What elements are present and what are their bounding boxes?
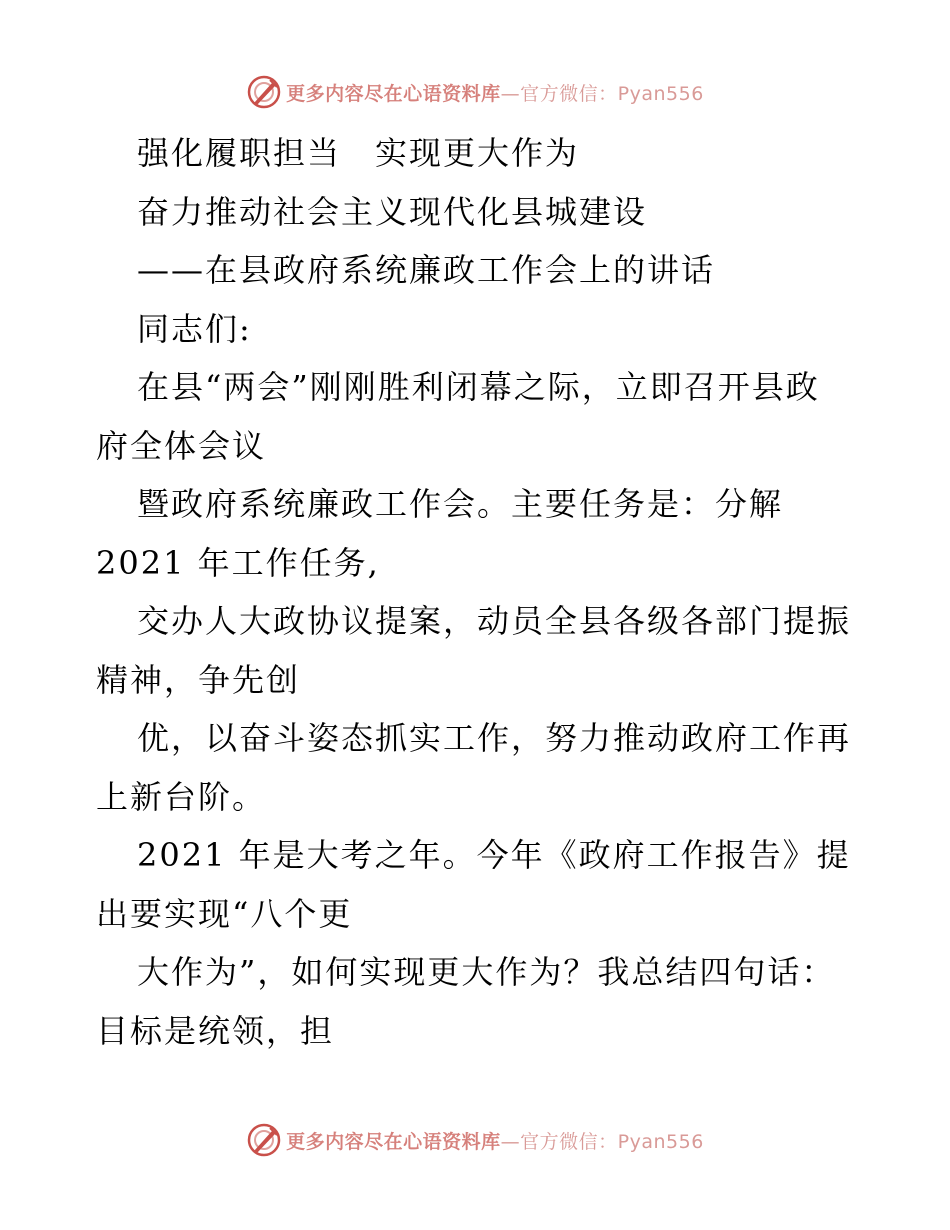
header-watermark [0,72,950,112]
speech-title-second-line: 奋力推动社会主义现代化县城建设 [137,192,648,231]
salutation: 同志们: [137,309,252,348]
body-line: 上新台阶。 [96,777,267,816]
body-line: 暨政府系统廉政工作会。主要任务是：分解 [137,485,784,523]
body-line: 出要实现“八个更 [96,894,353,933]
body-line: 2021 年工作任务, [96,543,380,582]
quill-logo-icon [246,1122,282,1158]
body-line: 在县“两会”刚刚胜利闭幕之际，立即召开县政 [137,368,820,406]
body-line: 大作为”，如何实现更大作为？我总结四句话： [137,953,836,991]
watermark-text [286,1127,704,1154]
body-line: 府全体会议 [96,426,267,465]
body-line: 目标是统领，担 [96,1011,335,1050]
watermark-brand: 更多内容尽在心语资料库 [286,82,501,105]
body-line: 优，以奋斗姿态抓实工作，努力推动政府工作再 [137,719,852,757]
footer-watermark [0,1120,950,1160]
watermark-suffix: —官方微信：Pyan556 [500,1130,704,1153]
body-line: 交办人大政协议提案，动员全县各级各部门提振 [137,602,852,640]
speech-title: 强化履职担当 实现更大作为 [137,134,580,172]
document-body [96,124,856,1060]
quill-logo-icon [246,74,282,110]
body-line: 精神，争先创 [96,660,301,699]
body-line: 2021 年是大考之年。今年《政府工作报告》提 [137,836,851,874]
watermark-suffix: —官方微信：Pyan556 [500,82,704,105]
watermark-brand: 更多内容尽在心语资料库 [286,1130,501,1153]
speech-subtitle: ——在县政府系统廉政工作会上的讲话 [137,251,716,289]
watermark-text [286,79,704,106]
